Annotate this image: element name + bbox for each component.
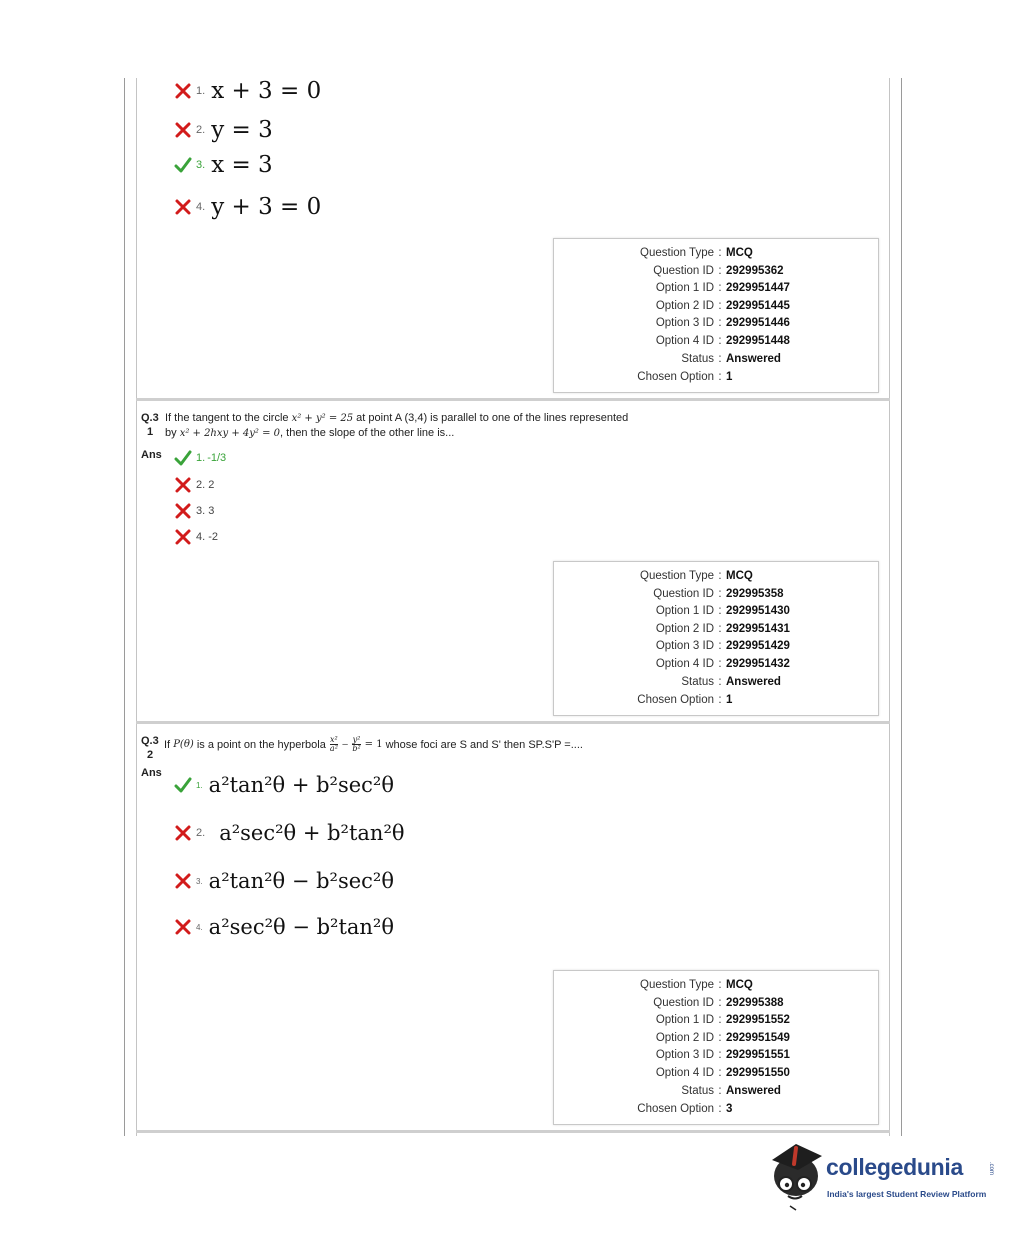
option2-id-value: 2929951549 xyxy=(726,1032,790,1044)
info-key: Option 2 ID xyxy=(655,1032,714,1044)
option-number: 4. xyxy=(196,531,206,543)
option-text: a²tan²θ + b²sec²θ xyxy=(208,773,394,797)
option-number: 2. xyxy=(196,827,206,839)
option-number: 3. xyxy=(196,159,206,171)
info-key: Option 2 ID xyxy=(655,623,714,635)
math-expression: P(θ) xyxy=(173,739,194,750)
question-type-value: MCQ xyxy=(726,979,753,991)
info-key: Option 1 ID xyxy=(655,1014,714,1026)
page-frame-right xyxy=(901,78,902,1136)
info-key: Chosen Option xyxy=(637,1103,714,1115)
option-text: 2 xyxy=(208,479,215,491)
info-key: Option 2 ID xyxy=(655,300,714,312)
question-info-box: Question Type : MCQ Question ID : 292995358 Option 1 ID : 2929951430 Option 2 ID : 2929951431 Option 3 ID : 2929951429 Option 4 ID : 2929951432 Status : Answered Chosen Option : 1 xyxy=(553,561,879,716)
section-divider xyxy=(136,398,890,401)
status-value: Answered xyxy=(726,353,781,365)
option-1 xyxy=(174,78,321,104)
chosen-option-value: 3 xyxy=(726,1103,733,1115)
question-text: If P(θ) is a point on the hyperbola $\frac{\text{x²}}{\text{a²}}$ − $\frac{\text{y²}}{\text{b²}}$ = 1 whose foci are S and S' then SP.S'P =.... xyxy=(164,735,583,753)
option-text: y + 3 = 0 xyxy=(211,194,322,220)
question-id-value: 292995358 xyxy=(726,588,784,600)
option1-id-value: 2929951447 xyxy=(726,282,790,294)
question-info-box: Question Type : MCQ Question ID : 292995362 Option 1 ID : 2929951447 Option 2 ID : 2929951445 Option 3 ID : 2929951446 Option 4 ID : 2929951448 Status : Answered Chosen Option : 1 xyxy=(553,238,879,393)
question-info-box: Question Type : MCQ Question ID : 292995388 Option 1 ID : 2929951552 Option 2 ID : 2929951549 Option 3 ID : 2929951551 Option 4 ID : 2929951550 Status : Answered Chosen Option : 3 xyxy=(553,970,879,1125)
answer-label: Ans xyxy=(141,449,162,461)
option-number: 3. xyxy=(196,505,206,517)
cross-icon xyxy=(174,872,192,890)
info-key: Option 4 ID xyxy=(655,658,714,670)
option-4 xyxy=(174,194,321,220)
mascot-icon xyxy=(766,1140,826,1212)
option-4 xyxy=(174,915,394,939)
option-text: x = 3 xyxy=(211,152,273,178)
chosen-option-value: 1 xyxy=(726,694,733,706)
page-frame-right-inner xyxy=(889,78,890,1136)
question-type-value: MCQ xyxy=(726,570,753,582)
option-number: 1. xyxy=(196,780,203,790)
info-key: Option 4 ID xyxy=(655,1067,714,1079)
cross-icon xyxy=(174,918,192,936)
chosen-option-value: 1 xyxy=(726,371,733,383)
section-divider xyxy=(136,1130,890,1133)
math-expression: x² + 2hxy + 4y² = 0 xyxy=(179,428,281,439)
info-key: Question Type xyxy=(640,247,714,259)
info-key: Option 3 ID xyxy=(655,1049,714,1061)
option-number: 2. xyxy=(196,479,206,491)
fraction: $\frac{\text{x²}}{\text{a²}}$ xyxy=(329,735,338,753)
option-text: -1/3 xyxy=(207,452,227,464)
question-id-value: 292995362 xyxy=(726,265,784,277)
section-divider xyxy=(136,721,890,724)
option-4 xyxy=(174,528,218,546)
option1-id-value: 2929951430 xyxy=(726,605,790,617)
info-key: Option 1 ID xyxy=(655,605,714,617)
option-3 xyxy=(174,869,394,893)
answer-label: Ans xyxy=(141,767,162,779)
option-number: 1. xyxy=(196,452,206,464)
page-frame-left xyxy=(124,78,125,1136)
info-key: Status xyxy=(681,353,714,365)
question-number: Q.3 2 xyxy=(141,735,159,761)
info-key: Question Type xyxy=(640,979,714,991)
logo-com: .com xyxy=(988,1162,994,1176)
option-text: y = 3 xyxy=(211,117,273,143)
question-id-value: 292995388 xyxy=(726,997,784,1009)
check-icon xyxy=(174,449,192,467)
info-key: Question ID xyxy=(653,588,714,600)
option-text: a²tan²θ − b²sec²θ xyxy=(208,869,394,893)
info-key: Question ID xyxy=(653,265,714,277)
question-text: If the tangent to the circle x² + y² = 25 at point A (3,4) is parallel to one of the lines represented by x² + 2hxy + 4y² = 0, then the slope of the other line is... xyxy=(165,412,629,439)
option-number: 3. xyxy=(196,876,203,886)
question-type-value: MCQ xyxy=(726,247,753,259)
info-key: Option 3 ID xyxy=(655,317,714,329)
option-2 xyxy=(174,117,273,143)
option-text: x + 3 = 0 xyxy=(211,78,322,104)
option-1 xyxy=(174,449,226,467)
cross-icon xyxy=(174,82,192,100)
option-number: 1. xyxy=(196,85,206,97)
info-key: Chosen Option xyxy=(637,694,714,706)
info-key: Chosen Option xyxy=(637,371,714,383)
fraction: $\frac{\text{y²}}{\text{b²}}$ xyxy=(352,735,361,753)
info-key: Status xyxy=(681,676,714,688)
cross-icon xyxy=(174,528,192,546)
status-value: Answered xyxy=(726,676,781,688)
option2-id-value: 2929951445 xyxy=(726,300,790,312)
info-key: Option 3 ID xyxy=(655,640,714,652)
cross-icon xyxy=(174,121,192,139)
check-icon xyxy=(174,776,192,794)
cross-icon xyxy=(174,476,192,494)
collegedunia-logo[interactable] xyxy=(766,1140,996,1212)
math-expression: x² + y² = 25 xyxy=(291,413,354,424)
option3-id-value: 2929951446 xyxy=(726,317,790,329)
option4-id-value: 2929951432 xyxy=(726,658,790,670)
info-key: Option 1 ID xyxy=(655,282,714,294)
option-number: 4. xyxy=(196,922,203,932)
cross-icon xyxy=(174,502,192,520)
check-icon xyxy=(174,156,192,174)
option-number: 4. xyxy=(196,201,206,213)
option-text: a²sec²θ − b²tan²θ xyxy=(208,915,394,939)
option-text: 3 xyxy=(208,505,215,517)
option-2 xyxy=(174,821,405,845)
cross-icon xyxy=(174,198,192,216)
option-3 xyxy=(174,502,214,520)
option3-id-value: 2929951429 xyxy=(726,640,790,652)
logo-tagline: India's largest Student Review Platform xyxy=(827,1189,987,1199)
option4-id-value: 2929951448 xyxy=(726,335,790,347)
option4-id-value: 2929951550 xyxy=(726,1067,790,1079)
option3-id-value: 2929951551 xyxy=(726,1049,790,1061)
logo-wordmark: collegedunia xyxy=(826,1154,963,1180)
status-value: Answered xyxy=(726,1085,781,1097)
option-2 xyxy=(174,476,214,494)
page-frame-left-inner xyxy=(136,78,137,1136)
cross-icon xyxy=(174,824,192,842)
option-text: -2 xyxy=(208,531,218,543)
option-number: 2. xyxy=(196,124,206,136)
option-3 xyxy=(174,152,273,178)
option2-id-value: 2929951431 xyxy=(726,623,790,635)
info-key: Question ID xyxy=(653,997,714,1009)
option-1 xyxy=(174,773,394,797)
option-text: a²sec²θ + b²tan²θ xyxy=(219,821,405,845)
option1-id-value: 2929951552 xyxy=(726,1014,790,1026)
info-key: Question Type xyxy=(640,570,714,582)
info-key: Option 4 ID xyxy=(655,335,714,347)
question-number: Q.3 1 xyxy=(141,412,159,438)
info-key: Status xyxy=(681,1085,714,1097)
